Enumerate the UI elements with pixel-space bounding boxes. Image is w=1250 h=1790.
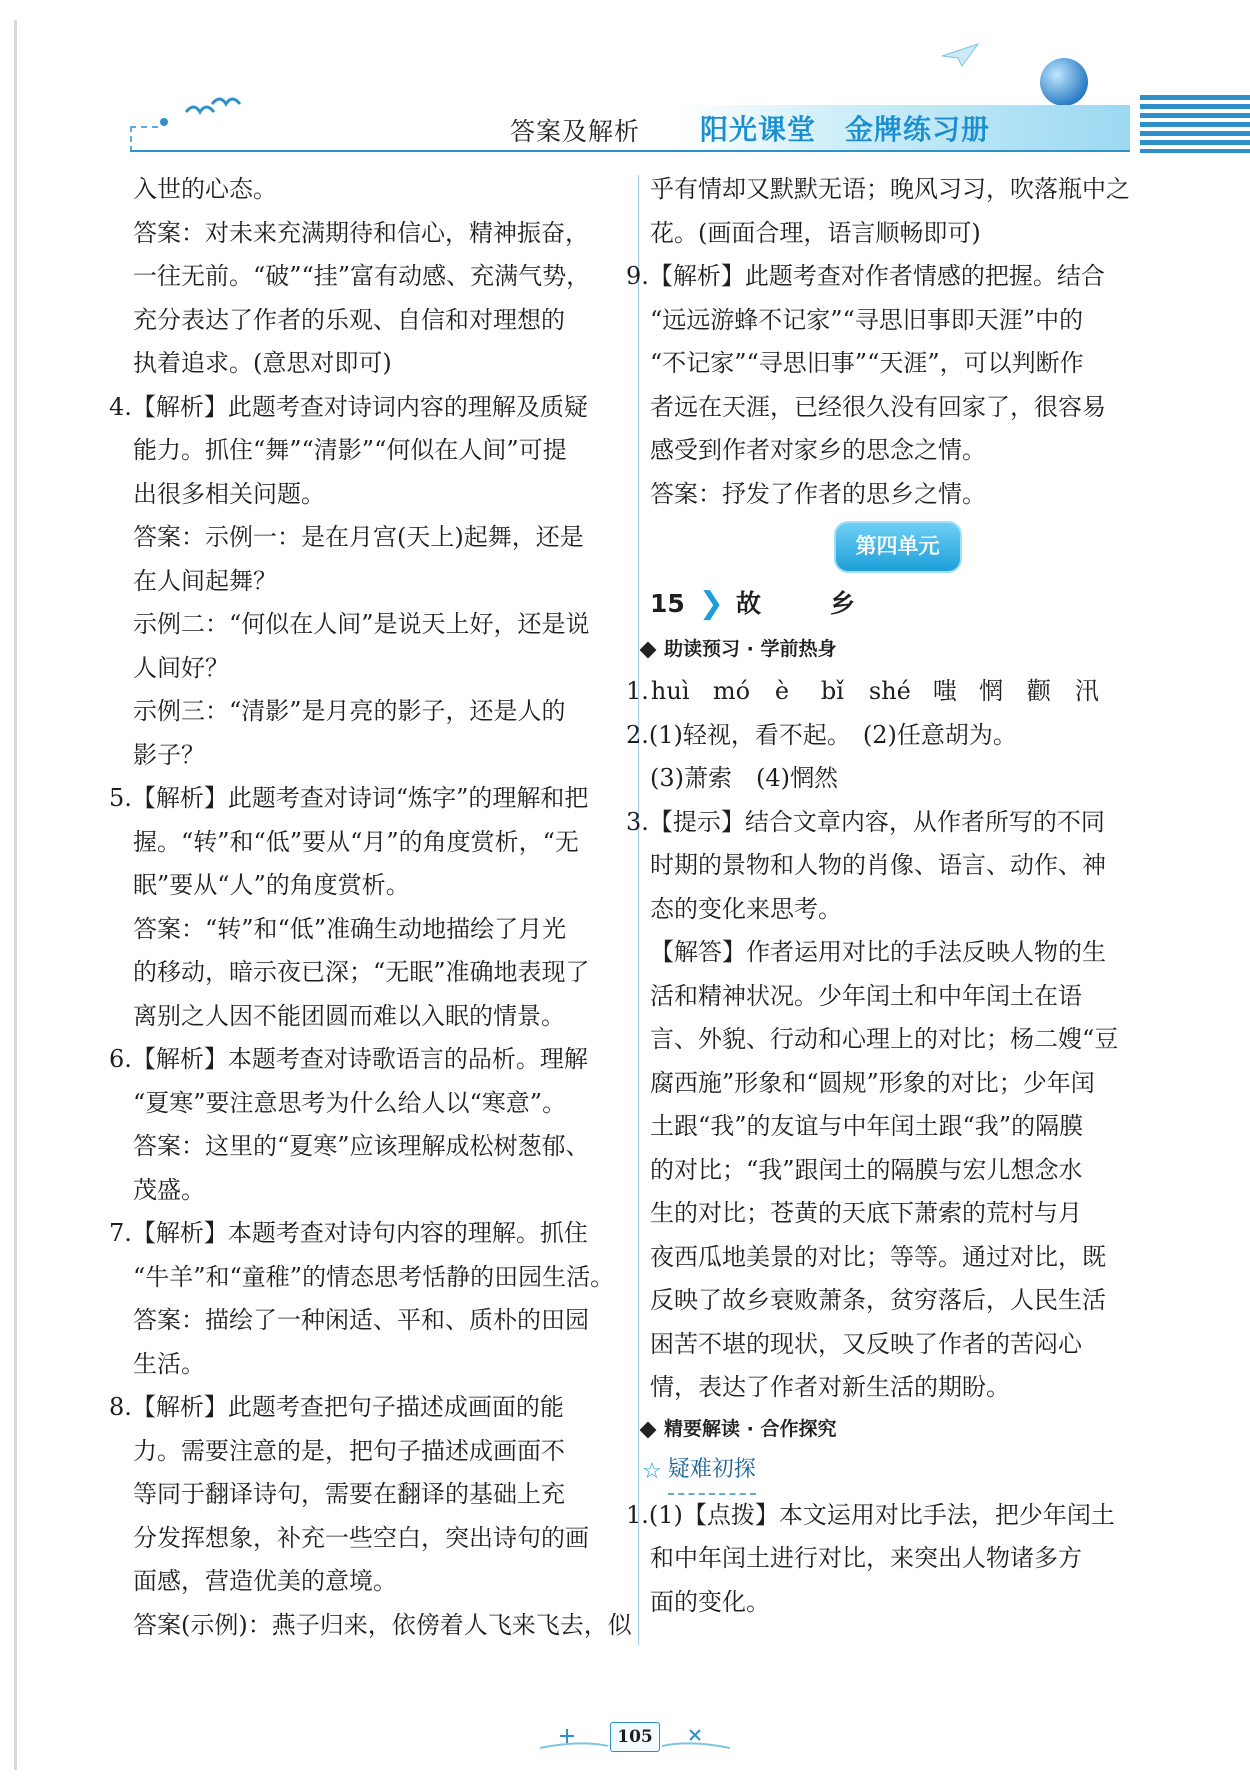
answer-item: bǐ [820, 677, 844, 705]
text-line: 答案：对未来充满期待和信心，精神振奋， [133, 218, 589, 247]
text-line: 困苦不堪的现状，又反映了作者的苦闷心 [650, 1329, 1082, 1358]
text-line: 腐西施”形象和“圆规”形象的对比；少年闰 [650, 1068, 1095, 1097]
text-line: 能力。抓住“舞”“清影”“何似在人间”可提 [133, 436, 567, 464]
text-line: 示例二：“何似在人间”是说天上好，还是说 [133, 610, 590, 638]
header-stripes [1140, 95, 1250, 153]
text-line: 生活。 [133, 1349, 205, 1378]
text-line: 面的变化。 [650, 1587, 770, 1616]
question-line: 6.【解析】本题考查对诗歌语言的品析。理解 [109, 1045, 588, 1073]
question-line: 2.(1)轻视，看不起。 (2)任意胡为。 [626, 720, 1017, 749]
text-line: 的移动，暗示夜已深；“无眠”准确地表现了 [133, 958, 590, 986]
text-line: 感受到作者对家乡的思念之情。 [650, 436, 986, 464]
paper-plane-icon [940, 42, 980, 68]
text-line: 等同于翻译诗句，需要在翻译的基础上充 [133, 1480, 565, 1508]
globe-icon [1040, 58, 1088, 106]
answer-item: 嗤 [932, 677, 957, 705]
section-heading-label: 助读预习 · 学前热身 [664, 638, 837, 661]
text-line: 夜西瓜地美景的对比；等等。通过对比，既 [650, 1242, 1106, 1271]
section-heading-explore [642, 1410, 1145, 1450]
text-line: 眠”要从“人”的角度赏析。 [133, 871, 410, 899]
diamond-icon [640, 642, 657, 659]
unit-badge: 第四单元 [834, 521, 962, 573]
text-line: 执着追求。(意思对即可) [133, 349, 392, 377]
lesson-number: 15 [650, 589, 685, 619]
text-line: 人间好？ [133, 653, 229, 682]
text-line: 答案：“转”和“低”准确生动地描绘了月光 [133, 914, 567, 943]
brand-title: 阳光课堂 金牌练习册 [700, 113, 991, 146]
section-title: 答案及解析 [510, 117, 641, 146]
text-line: 充分表达了作者的乐观、自信和对理想的 [133, 305, 565, 334]
text-line: 花。(画面合理，语言顺畅即可) [650, 218, 981, 247]
text-line: 离别之人因不能团圆而难以入眠的情景。 [133, 1001, 565, 1030]
page-header [0, 0, 1250, 175]
answer-item: è [774, 677, 790, 705]
question-line: 5.【解析】此题考查对诗词“炼字”的理解和把 [109, 784, 589, 812]
text-line: 时期的景物和人物的肖像、语言、动作、神 [650, 851, 1106, 879]
binding-edge [14, 20, 17, 1770]
section-heading-preview [642, 630, 1145, 670]
question-line: 9.【解析】此题考查对作者情感的把握。结合 [626, 262, 1105, 290]
text-line: 答案：这里的“夏寒”应该理解成松树葱郁、 [133, 1132, 590, 1160]
text-line: 影子？ [133, 740, 205, 769]
left-column [109, 168, 632, 1647]
answer-item: huì [650, 677, 690, 705]
text-line: 答案(示例)：燕子归来，依傍着人飞来飞去，似 [133, 1610, 632, 1639]
text-line: 反映了故乡衰败萧条，贫穷落后，人民生活 [650, 1286, 1106, 1314]
question-line: 7.【解析】本题考查对诗句内容的理解。抓住 [109, 1219, 588, 1247]
question-line: 1.(1)【点拨】本文运用对比手法，把少年闰土 [626, 1500, 1115, 1529]
text-line: 情，表达了作者对新生活的期盼。 [650, 1373, 1010, 1401]
diamond-icon [640, 1421, 657, 1438]
text-line: 土跟“我”的友谊与中年闰土跟“我”的隔膜 [650, 1112, 1084, 1140]
chevron-right-icon: ❯ [698, 586, 724, 622]
text-line: (3)萧索 (4)惘然 [650, 764, 838, 792]
text-line: 茂盛。 [133, 1175, 205, 1204]
text-line: 的对比；“我”跟闰土的隔膜与宏儿想念水 [650, 1155, 1083, 1184]
page-number: 105 [610, 1722, 660, 1752]
text-line: “夏寒”要注意思考为什么给人以“寒意”。 [133, 1088, 567, 1117]
star-icon: ☆ [642, 1458, 662, 1484]
subsection-heading [642, 1450, 1145, 1494]
answer-item: 汛 [1074, 677, 1099, 705]
answer-item: mó [712, 677, 751, 705]
question-number: 1. [626, 677, 649, 705]
question-line: 3.【提示】结合文章内容，从作者所写的不同 [626, 807, 1105, 836]
text-line: 面感，营造优美的意境。 [133, 1567, 397, 1595]
text-line: 乎有情却又默默无语；晚风习习，吹落瓶中之 [650, 175, 1130, 203]
text-line: “不记家”“寻思旧事”“天涯”，可以判断作 [650, 349, 1084, 377]
text-line: 者远在天涯，已经很久没有回家了，很容易 [650, 392, 1106, 421]
text-line: 力。需要注意的是，把句子描述成画面不 [133, 1436, 565, 1465]
birds-icon [182, 90, 242, 130]
text-line: “远远游蜂不记家”“寻思旧事即天涯”中的 [650, 305, 1084, 334]
answer-item: 颧 [1026, 677, 1051, 705]
section-heading-label: 精要解读 · 合作探究 [664, 1417, 837, 1440]
text-line: 出很多相关问题。 [133, 479, 325, 508]
text-line: 入世的心态。 [133, 175, 277, 203]
lesson-title: 故 乡 [735, 589, 877, 619]
text-line: 【解答】作者运用对比的手法反映人物的生 [650, 938, 1106, 966]
answer-item: shé [868, 677, 911, 705]
text-line: 在人间起舞？ [133, 566, 277, 595]
header-corner-deco [130, 126, 158, 152]
question-line: 4.【解析】此题考查对诗词内容的理解及质疑 [109, 392, 588, 421]
text-line: 答案：抒发了作者的思乡之情。 [650, 479, 986, 508]
pinyin-answer-line [626, 670, 1145, 714]
text-line: 一往无前。“破”“挂”富有动感、充满气势， [133, 262, 591, 290]
text-line: 生的对比；苍黄的天底下萧索的荒村与月 [650, 1199, 1082, 1227]
text-line: “牛羊”和“童稚”的情态思考恬静的田园生活。 [133, 1262, 615, 1291]
right-column [626, 168, 1145, 1624]
text-line: 态的变化来思考。 [650, 894, 842, 923]
text-line: 握。“转”和“低”要从“月”的角度赏析，“无 [133, 827, 579, 856]
header-dot [160, 118, 168, 126]
page-number-area [540, 1718, 730, 1758]
header-rule [130, 150, 1130, 152]
text-line: 活和精神状况。少年闰土和中年闰土在语 [650, 981, 1082, 1010]
subsection-label: 疑难初探 [668, 1448, 756, 1496]
lesson-heading [650, 578, 1145, 630]
question-line: 8.【解析】此题考查把句子描述成画面的能 [109, 1393, 564, 1421]
text-line: 言、外貌、行动和心理上的对比；杨二嫂“豆 [650, 1025, 1119, 1053]
text-line: 答案：描绘了一种闲适、平和、质朴的田园 [133, 1306, 589, 1334]
text-line: 示例三：“清影”是月亮的影子，还是人的 [133, 697, 566, 725]
unit-heading-row [650, 516, 1145, 578]
text-line: 和中年闰土进行对比，来突出人物诸多方 [650, 1544, 1082, 1572]
text-line: 答案：示例一：是在月宫(天上)起舞，还是 [133, 523, 584, 551]
answer-item: 惘 [978, 677, 1003, 705]
text-line: 分发挥想象，补充一些空白，突出诗句的画 [133, 1523, 589, 1552]
column-divider [638, 175, 639, 1645]
